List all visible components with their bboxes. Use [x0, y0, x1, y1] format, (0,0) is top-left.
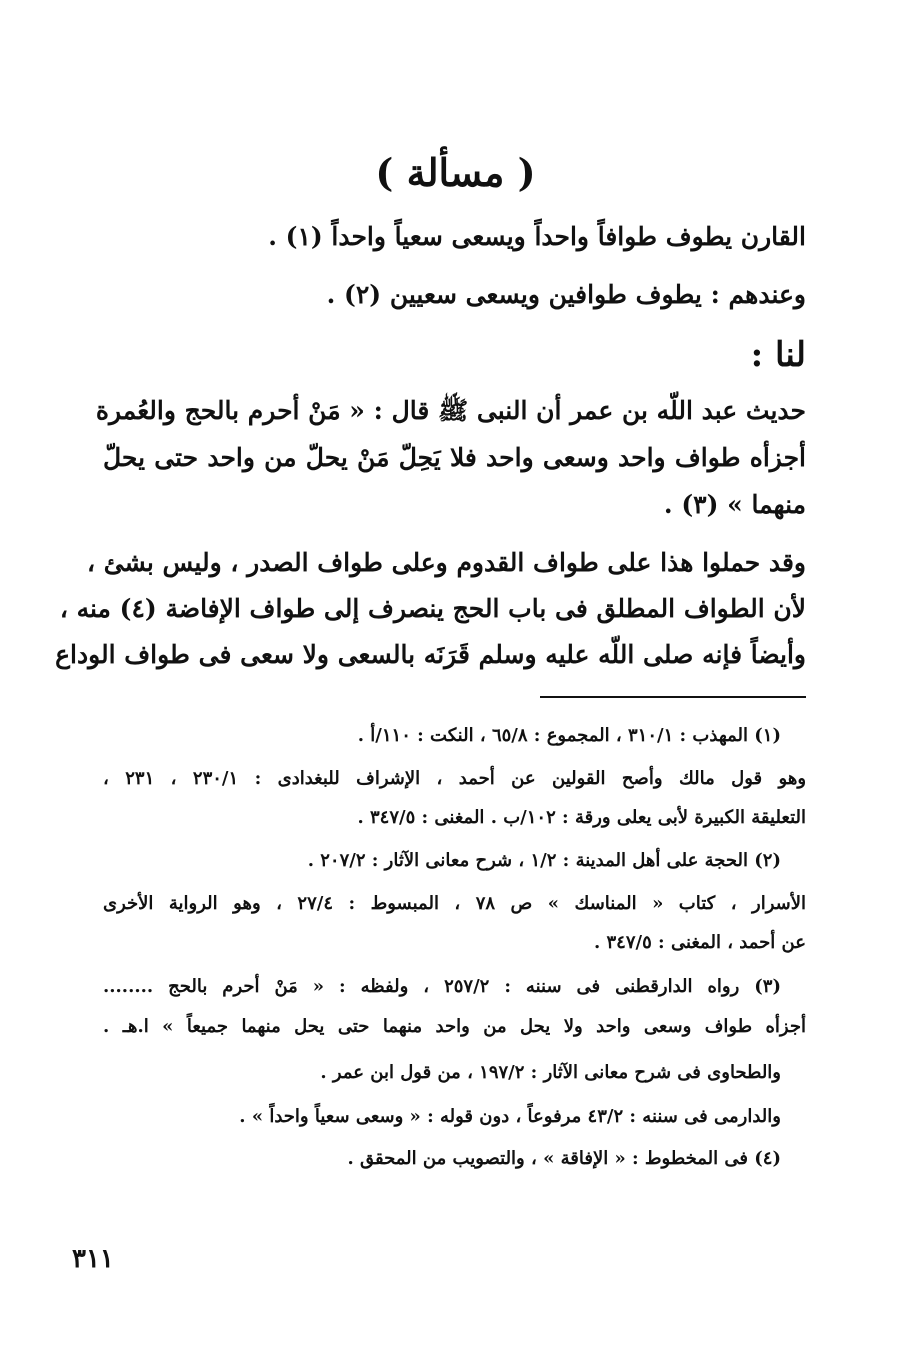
body-line-4: حديث عبد اللّه بن عمر أن النبى ﷺ قال : « مَنْ أحرم بالحج والعُمرة — [95, 396, 806, 425]
footnote-3-cont-c: والدارمى فى سننه : ٤٣/٢ مرفوعاً ، دون قوله : « وسعى سعياً واحداً » . — [239, 1106, 781, 1127]
body-line-8: لأن الطواف المطلق فى باب الحج ينصرف إلى طواف الإفاضة (٤) منه ، — [59, 594, 806, 623]
body-heading-lana: لنا : — [750, 335, 806, 375]
body-line-2: وعندهم : يطوف طوافين ويسعى سعيين (٢) . — [326, 280, 806, 309]
footnote-4: (٤) فى المخطوط : « الإفاقة » ، والتصويب من المحقق . — [347, 1148, 781, 1169]
page-number: ٣١١ — [72, 1244, 114, 1274]
body-line-9: وأيضاً فإنه صلى اللّه عليه وسلم قَرَنَه بالسعى ولا سعى فى طواف الوداع — [55, 640, 806, 669]
body-line-6: منهما » (٣) . — [663, 490, 806, 519]
footnote-2-cont-a: الأسرار ، كتاب « المناسك » ص ٧٨ ، المبسوط : ٢٧/٤ ، وهو الرواية الأخرى — [103, 893, 806, 914]
footnote-separator — [540, 696, 806, 698]
section-title: ( مسألة ) — [375, 150, 536, 195]
footnote-1: (١) المهذب : ٣١٠/١ ، المجموع : ٦٥/٨ ، النكت : ١١٠/أ . — [357, 725, 781, 746]
footnote-3-cont-a: أجزأه طواف وسعى واحد ولا يحل من واحد منهما حتى يحل منهما جميعاً » ا.هـ . — [103, 1016, 806, 1037]
body-line-7: وقد حملوا هذا على طواف القدوم وعلى طواف الصدر ، وليس بشئ ، — [86, 548, 806, 577]
body-line-5: أجزأه طواف واحد وسعى واحد فلا يَحِلّ مَنْ يحلّ من واحد حتى يحلّ — [103, 443, 806, 472]
footnote-1-cont-a: وهو قول مالك وأصح القولين عن أحمد ، الإشراف للبغدادى : ٢٣٠/١ ، ٢٣١ ، — [103, 768, 807, 789]
footnote-3: (٣) رواه الدارقطنى فى سننه : ٢٥٧/٢ ، ولفظه : « مَنْ أحرم بالحج ........ — [103, 976, 781, 997]
footnote-1-cont-b: التعليقة الكبيرة لأبى يعلى ورقة : ١٠٢/ب . المغنى : ٣٤٧/٥ . — [357, 807, 806, 828]
footnote-3-cont-b: والطحاوى فى شرح معانى الآثار : ١٩٧/٢ ، من قول ابن عمر . — [320, 1062, 781, 1083]
body-line-1: القارن يطوف طوافاً واحداً ويسعى سعياً واحداً (١) . — [268, 222, 806, 251]
footnote-2-cont-b: عن أحمد ، المغنى : ٣٤٧/٥ . — [593, 932, 806, 953]
footnote-2: (٢) الحجة على أهل المدينة : ١/٢ ، شرح معانى الآثار : ٢٠٧/٢ . — [307, 850, 781, 871]
